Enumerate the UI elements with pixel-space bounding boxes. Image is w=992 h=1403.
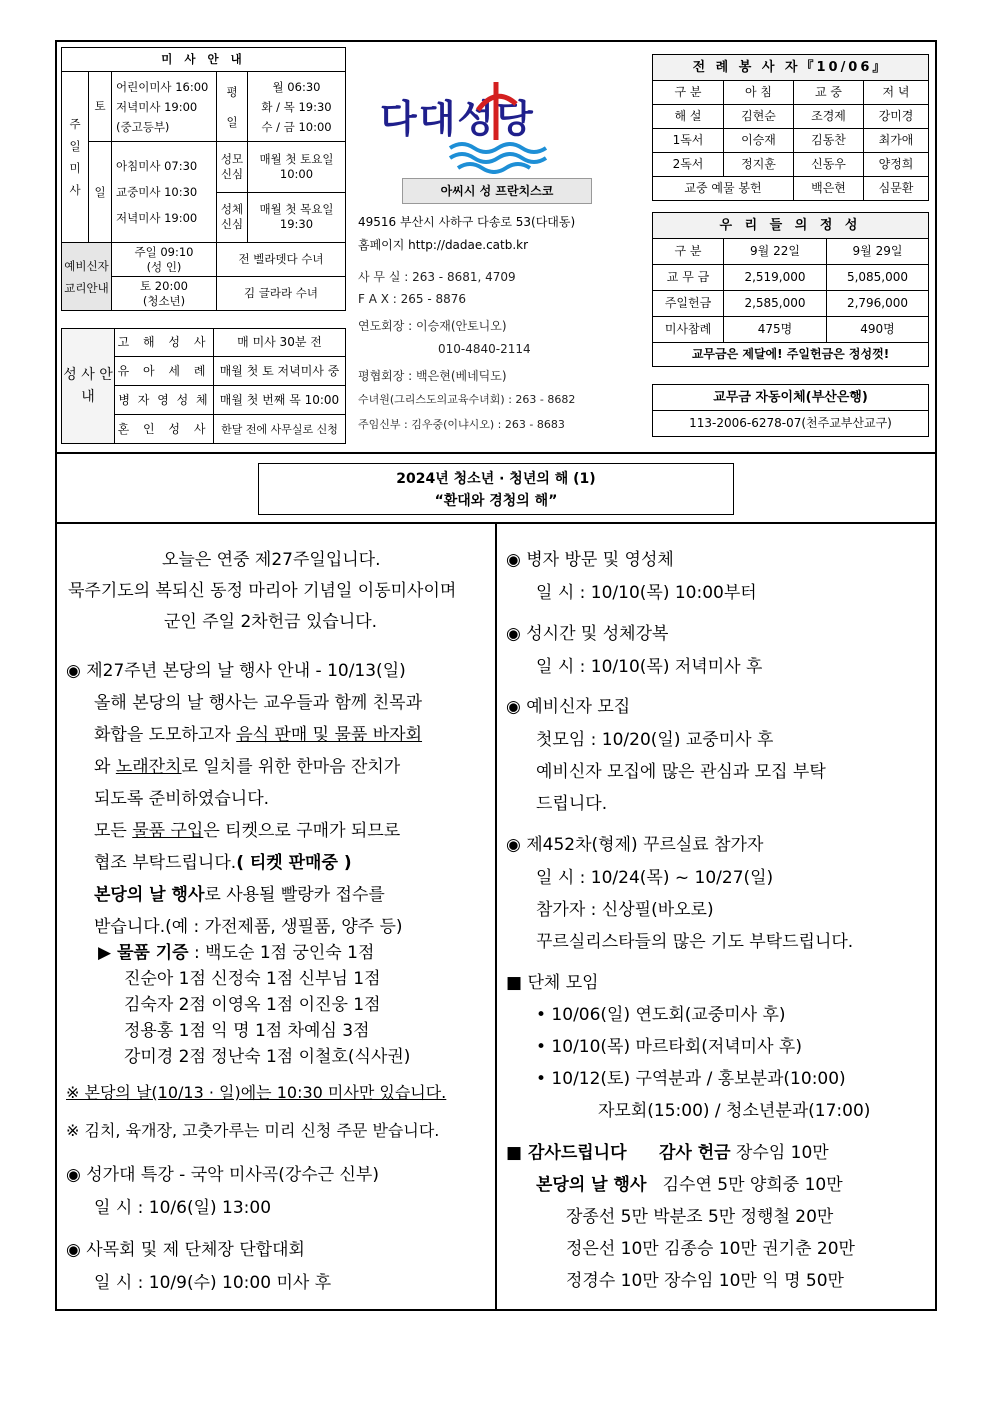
servers-cell: 김동찬 xyxy=(794,129,864,153)
catechumen-text: 첫모임 : 10/20(일) 교중미사 후 xyxy=(536,730,774,750)
donation-line: ▶ 물품 기증 : 백도순 1점 궁인숙 1점 xyxy=(98,943,375,963)
sacraments-table xyxy=(61,328,346,444)
sacrament-name: 고 해 성 사 xyxy=(115,329,214,357)
catechumen-text: 예비신자 모집에 많은 관심과 모집 부탁 xyxy=(536,762,826,782)
finance-cell: 교 무 금 xyxy=(653,265,724,291)
servers-cell: 교중 예물 봉헌 xyxy=(653,177,794,201)
council-time: 일 시 : 10/9(수) 10:00 미사 후 xyxy=(94,1273,332,1293)
thanks-event: 정은선 10만 김종승 10만 권기춘 20만 xyxy=(566,1239,855,1259)
sacrament-name: 병 자 영 성 체 xyxy=(115,386,214,415)
finance-table xyxy=(652,212,929,367)
thanks-event: 본당의 날 행사 김수연 5만 양희중 10만 xyxy=(536,1175,843,1195)
sacrament-value: 매월 첫 토 저녁미사 중 xyxy=(214,357,346,386)
sun-mass-list: 아침미사 07:30 교중미사 10:30 저녁미사 19:00 xyxy=(112,142,217,243)
finance-cell: 2,585,000 xyxy=(724,291,827,317)
right-column xyxy=(498,523,934,1309)
anniversary-text: 모든 물품 구입은 티켓으로 구매가 되므로 xyxy=(94,821,401,841)
section-sick-visit-title: ◉ 병자 방문 및 영성체 xyxy=(506,550,674,570)
sat-label: 토 xyxy=(89,72,112,142)
donation-line: 강미경 2점 정난숙 1점 이철호(식사권) xyxy=(124,1047,411,1067)
anniversary-text: 받습니다.(예 : 가전제품, 생필품, 양주 등) xyxy=(94,917,403,937)
catechumen-1-teacher: 전 벨라뎃다 수녀 xyxy=(217,243,346,277)
section-catechumen-title: ◉ 예비신자 모집 xyxy=(506,697,631,717)
servers-cell: 신동우 xyxy=(794,153,864,177)
cursillo-text: 일 시 : 10/24(목) ~ 10/27(일) xyxy=(536,868,774,888)
catechumen-label: 예비신자 교리안내 xyxy=(62,243,112,311)
sacraments-label: 성 사 안 내 xyxy=(62,329,115,444)
section-council-title: ◉ 사목회 및 제 단체장 단합대회 xyxy=(66,1240,305,1260)
servers-table xyxy=(652,54,929,201)
servers-cell: 이승재 xyxy=(724,129,794,153)
parish-name: 다대성당 xyxy=(380,97,535,141)
servers-header: 교 중 xyxy=(794,81,864,105)
section-groups-title: ■ 단체 모임 xyxy=(506,973,599,993)
servers-cell: 강미경 xyxy=(864,105,929,129)
holy-body-label: 성체신심 xyxy=(217,192,248,242)
group-meeting: 자모회(15:00) / 청소년분과(17:00) xyxy=(598,1101,871,1121)
catechumen-text: 드립니다. xyxy=(536,794,608,814)
left-column xyxy=(58,523,494,1309)
parish-council-phone: 010-4840-2114 xyxy=(438,342,531,356)
holy-hour-time: 일 시 : 10/10(목) 저녁미사 후 xyxy=(536,657,763,677)
sacrament-name: 혼 인 성 사 xyxy=(115,415,214,444)
servers-cell: 2독서 xyxy=(653,153,724,177)
holy-body-value: 매월 첫 목요일 19:30 xyxy=(248,192,346,242)
sat-mass-list: 어린이미사 16:00 저녁미사 19:00 (중고등부) xyxy=(112,72,217,142)
holy-mother-label: 성모신심 xyxy=(217,142,248,192)
weekday-mass-list: 월 06:30 화 / 목 19:30 수 / 금 10:00 xyxy=(248,72,346,142)
group-meeting: • 10/06(일) 연도회(교중미사 후) xyxy=(536,1005,786,1025)
parish-council-chair: 연도회장 : 이승재(안토니오) xyxy=(358,319,507,333)
servers-cell: 조경제 xyxy=(794,105,864,129)
donation-line: 진순아 1점 신정숙 1점 신부님 1점 xyxy=(124,969,381,989)
servers-header: 구 분 xyxy=(653,81,724,105)
parish-office: 사 무 실 : 263 - 8681, 4709 xyxy=(358,270,516,284)
intro-line: 군인 주일 2차헌금 있습니다. xyxy=(164,612,378,632)
servers-cell: 심문환 xyxy=(864,177,929,201)
anniversary-text: 화합을 도모하고자 음식 판매 및 물품 바자회 xyxy=(94,725,423,745)
finance-cell: 2,796,000 xyxy=(827,291,929,317)
auto-transfer-account: 113-2006-6278-07(천주교부산교구) xyxy=(653,411,929,437)
divider-top xyxy=(55,452,937,454)
order-note: ※ 김치, 육개장, 고춧가루는 미리 신청 주문 받습니다. xyxy=(66,1121,440,1140)
anniversary-text: 되도록 준비하였습니다. xyxy=(94,789,270,809)
servers-cell: 정지훈 xyxy=(724,153,794,177)
mass-guide-table xyxy=(61,47,346,311)
anniversary-text: 올해 본당의 날 행사는 교우들과 함께 친목과 xyxy=(94,693,423,713)
anniversary-text: 본당의 날 행사로 사용될 빨랑카 접수를 xyxy=(94,885,385,905)
sick-visit-time: 일 시 : 10/10(목) 10:00부터 xyxy=(536,583,757,603)
parish-patron: 아씨시 성 프란치스코 xyxy=(402,178,592,204)
parish-priest: 주임신부 : 김우중(이냐시오) : 263 - 8683 xyxy=(358,418,565,431)
parish-fax: F A X : 265 - 8876 xyxy=(358,292,467,306)
catechumen-2-teacher: 김 글라라 수녀 xyxy=(217,277,346,311)
finance-header: 9월 29일 xyxy=(827,239,929,265)
finance-cell: 미사참례 xyxy=(653,317,724,343)
finance-header: 구 분 xyxy=(653,239,724,265)
cursillo-text: 참가자 : 신상필(바오로) xyxy=(536,900,714,920)
servers-cell: 해 설 xyxy=(653,105,724,129)
finance-note: 교무금은 제달에! 주일헌금은 정성껏! xyxy=(653,343,929,367)
anniversary-text: 와 노래잔치로 일치를 위한 한마음 잔치가 xyxy=(94,757,401,777)
group-meeting: • 10/12(토) 구역분과 / 홍보분과(10:00) xyxy=(536,1069,846,1089)
parish-homepage[interactable]: 홈페이지 http://dadae.catb.kr xyxy=(358,238,529,252)
donation-line: 김숙자 2점 이영옥 1점 이진웅 1점 xyxy=(124,995,381,1015)
servers-cell: 김현순 xyxy=(724,105,794,129)
parish-nun: 수녀원(그리스도의교육수녀회) : 263 - 8682 xyxy=(358,393,576,406)
section-anniversary-title: ◉ 제27주년 본당의 날 행사 안내 - 10/13(일) xyxy=(66,661,406,681)
auto-transfer-title: 교무금 자동이체(부산은행) xyxy=(653,385,929,411)
intro-line: 묵주기도의 복되신 동정 마리아 기념일 이동미사이며 xyxy=(68,581,457,601)
sacrament-name: 유 아 세 례 xyxy=(115,357,214,386)
parish-pastoral-chair: 평협회장 : 백은현(베네딕도) xyxy=(358,369,507,383)
theme-line1: 2024년 청소년 · 청년의 해 (1) xyxy=(396,471,596,487)
finance-title: 우 리 들 의 정 성 xyxy=(653,213,929,239)
cross-logo-icon xyxy=(472,80,520,144)
devotion-cell xyxy=(217,142,346,243)
thanks-event: 장종선 5만 박분조 5만 정행철 20만 xyxy=(566,1207,834,1227)
anniversary-text: 협조 부탁드립니다.( 티켓 판매중 ) xyxy=(94,853,352,873)
finance-cell: 475명 xyxy=(724,317,827,343)
catechumen-2-time: 토 20:00 (청소년) xyxy=(112,277,217,311)
waves-icon xyxy=(448,140,548,174)
parish-address: 49516 부산시 사하구 다송로 53(다대동) xyxy=(358,215,576,229)
section-choir-title: ◉ 성가대 특강 - 국악 미사곡(강수근 신부) xyxy=(66,1165,379,1185)
section-holy-hour-title: ◉ 성시간 및 성체강복 xyxy=(506,624,669,644)
catechumen-1-time: 주일 09:10 (성 인) xyxy=(112,243,217,277)
weekday-label: 평 일 xyxy=(217,72,248,142)
finance-cell: 주일헌금 xyxy=(653,291,724,317)
servers-header: 저 녁 xyxy=(864,81,929,105)
theme-line2: “환대와 경청의 해” xyxy=(434,493,558,509)
sunday-mass-label: 주 일 미 사 xyxy=(62,72,89,243)
servers-header: 아 침 xyxy=(724,81,794,105)
section-thanks-title: ■ 감사드립니다 감사 헌금 장수임 10만 xyxy=(506,1143,829,1163)
divider-columns xyxy=(495,523,497,1311)
sacrament-value: 한달 전에 사무실로 신청 xyxy=(214,415,346,444)
sun-label: 일 xyxy=(89,142,112,243)
finance-header: 9월 22일 xyxy=(724,239,827,265)
cursillo-text: 꾸르실리스타들의 많은 기도 부탁드립니다. xyxy=(536,932,854,952)
donation-line: 정용홍 1점 익 명 1점 차예심 3점 xyxy=(124,1021,370,1041)
auto-transfer-table xyxy=(652,384,929,437)
finance-cell: 5,085,000 xyxy=(827,265,929,291)
group-meeting: • 10/10(목) 마르타회(저녁미사 후) xyxy=(536,1037,802,1057)
section-cursillo-title: ◉ 제452차(형제) 꾸르실료 참가자 xyxy=(506,835,764,855)
finance-cell: 490명 xyxy=(827,317,929,343)
anniversary-mass-note: ※ 본당의 날(10/13 · 일)에는 10:30 미사만 있습니다. xyxy=(66,1083,447,1102)
servers-cell: 백은현 xyxy=(794,177,864,201)
choir-time: 일 시 : 10/6(일) 13:00 xyxy=(94,1198,272,1218)
intro-line: 오늘은 연중 제27주일입니다. xyxy=(162,550,381,570)
thanks-event: 정경수 10만 장수임 10만 익 명 50만 xyxy=(566,1271,844,1291)
servers-title: 전 례 봉 사 자『10/06』 xyxy=(653,55,929,81)
holy-mother-value: 매월 첫 토요일 10:00 xyxy=(248,142,346,192)
servers-cell: 최가애 xyxy=(864,129,929,153)
year-theme xyxy=(258,463,734,515)
sacrament-value: 매 미사 30분 전 xyxy=(214,329,346,357)
servers-cell: 양정희 xyxy=(864,153,929,177)
servers-cell: 1독서 xyxy=(653,129,724,153)
mass-guide-title: 미 사 안 내 xyxy=(62,48,346,72)
finance-cell: 2,519,000 xyxy=(724,265,827,291)
sacrament-value: 매월 첫 번째 목 10:00 xyxy=(214,386,346,415)
